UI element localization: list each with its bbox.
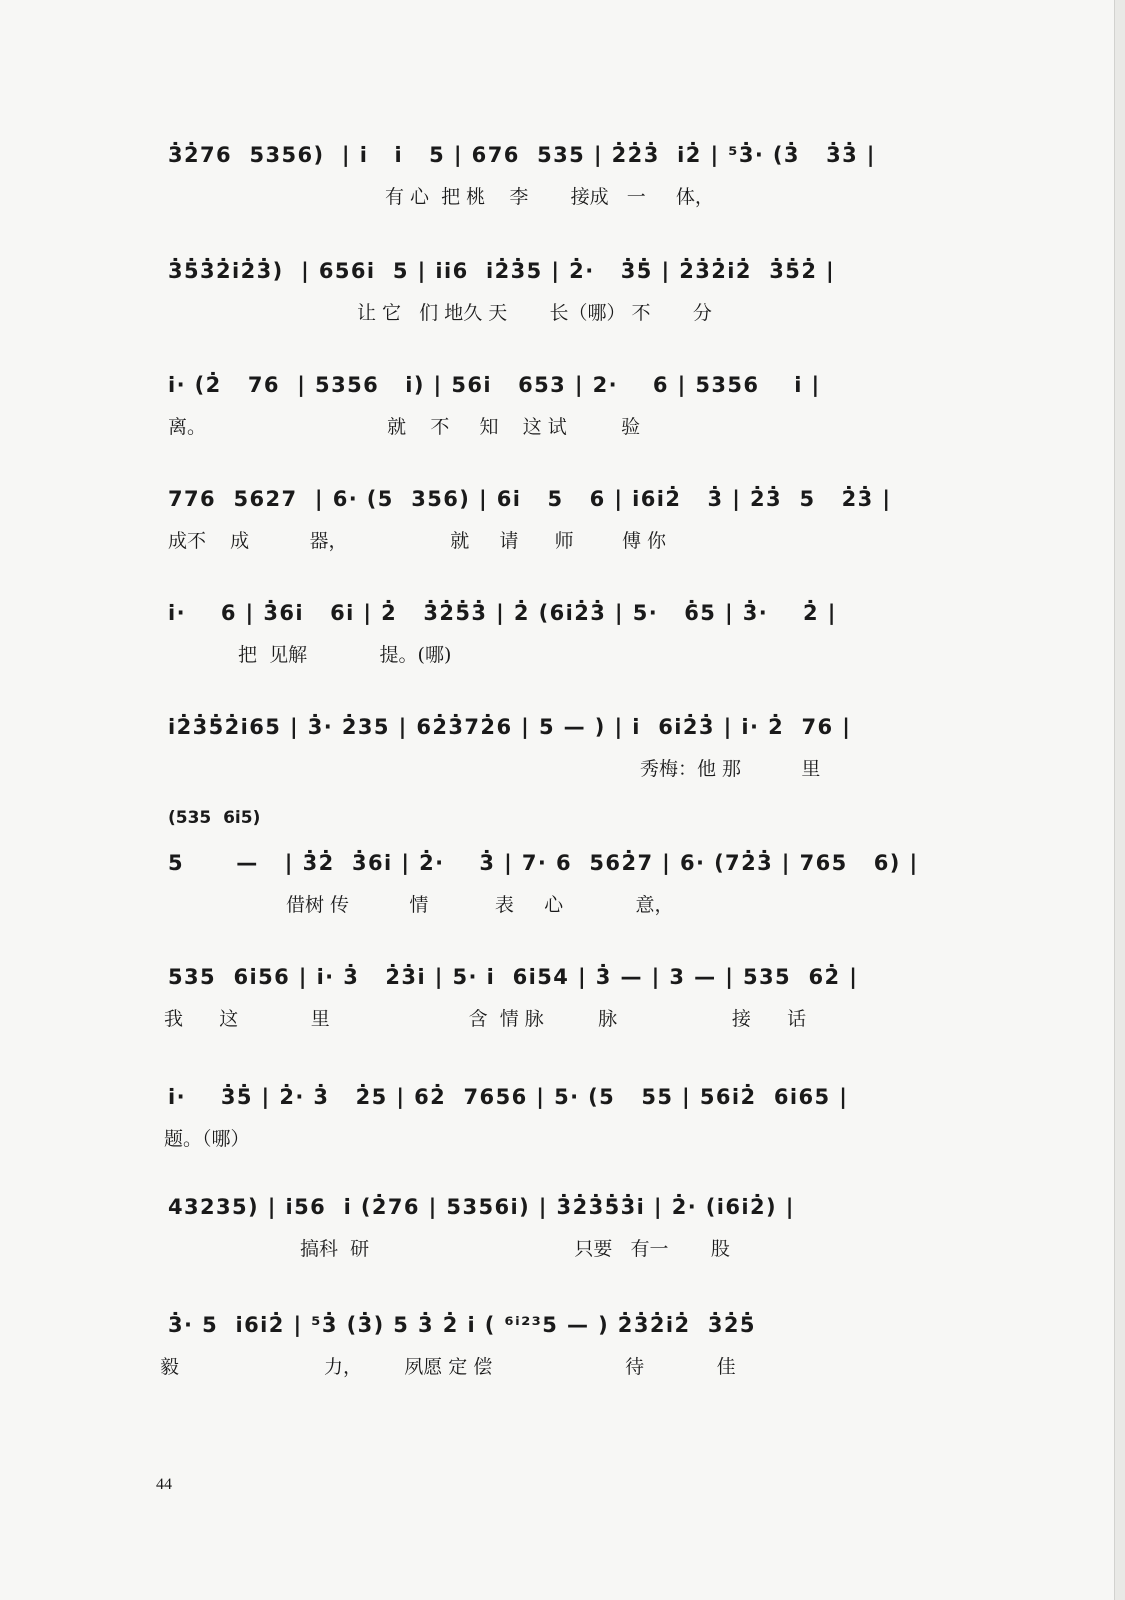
score-system-1	[0, 140, 1125, 240]
score-system-7	[0, 808, 1125, 916]
score-system-8	[0, 962, 1125, 1062]
score-system-3	[0, 370, 1125, 470]
notation-line: 5 — | 3̇2̇ 3̇6i̇ | 2̇· 3̇ | 7· 6 562̇7 | 6· (72̇3̇ | 765 6) |	[168, 851, 919, 875]
lyrics-line: 我 这 里 含 情 脉 脉 接 话	[164, 1008, 807, 1030]
lyrics-line: 把 见解 提。(哪)	[238, 644, 452, 666]
lyrics-line: 借树 传 情 表 心 意，	[286, 894, 674, 916]
notation-line: 776 5627 | 6· (5 356) | 6i̇ 5 6 | i̇6i̇2̇ 3̇ | 2̇3̇ 5 2̇3̇ |	[168, 487, 892, 511]
lyrics-line: 搞科 研 只要 有一 股	[300, 1238, 730, 1260]
lyrics-line: 毅 力， 夙愿 定 偿 待 佳	[160, 1356, 736, 1378]
score-system-4	[0, 484, 1125, 584]
grace-notes: (535 6i̇5)	[168, 808, 261, 828]
notation-line: i̇2̇3̇5̇2̇i̇65 | 3̇· 2̇35 | 62̇3̇72̇6 | 5 — ) | i̇ 6i̇2̇3̇ | i̇· 2̇ 76 |	[168, 715, 852, 739]
notation-line: 535 6i̇56 | i̇· 3̇ 2̇3̇i̇ | 5· i̇ 6i̇54 | 3̇ — | 3 — | 535 62̇ |	[168, 965, 859, 989]
notation-line: i̇· 6 | 3̇6i̇ 6i̇ | 2̇ 3̇2̇5̇3̇ | 2̇ (6i̇2̇3̇ | 5· 6̇5 | 3̇· 2̇ |	[168, 601, 837, 625]
lyrics-line: 让 它 们 地久 天 长（哪） 不 分	[357, 302, 712, 324]
lyrics-line: 题。（哪）	[164, 1128, 250, 1150]
page-number: 44	[156, 1476, 172, 1493]
notation-line: 3̇5̇3̇2̇i̇2̇3̇) | 656i̇ 5 | i̇i̇6 i̇2̇3̇5 | 2̇· 3̇5̇ | 2̇3̇2̇i̇2̇ 3̇5̇2̇ |	[168, 259, 836, 283]
score-system-9	[0, 1082, 1125, 1182]
lyrics-line: 秀梅：他 那 里	[640, 758, 821, 780]
score-system-2	[0, 256, 1125, 356]
notation-line: 3̇2̇76 5356) | i̇ i̇ 5 | 676 535 | 2̇2̇3̇ i̇2̇ | ⁵3̇· (3̇ 3̇3̇ |	[168, 143, 876, 167]
lyrics-line: 有 心 把 桃 李 接成 一 体，	[385, 186, 714, 208]
lyrics-line: 离。 就 不 知 这 试 验	[168, 416, 641, 438]
score-system-10	[0, 1192, 1125, 1292]
score-system-5	[0, 598, 1125, 698]
notation-line: 3̇· 5 i̇6i̇2̇ | ⁵3̇ (3̇) 5 3̇ 2̇ i̇ ( ⁶ⁱ²³5 — ) 2̇3̇2̇i̇2̇ 3̇2̇5̇	[168, 1313, 756, 1337]
notation-line: i̇· 3̇5̇ | 2̇· 3̇ 2̇5 | 62̇ 7656 | 5· (5 55 | 56i̇2̇ 6i̇65 |	[168, 1085, 849, 1109]
lyrics-line: 成不 成 器， 就 请 师 傅 你	[168, 530, 667, 552]
notation-line: i̇· (2̇ 76 | 5356 i̇) | 56i̇ 653 | 2· 6 | 5356 i̇ |	[168, 373, 821, 397]
score-system-11	[0, 1310, 1125, 1410]
notation-line: 43235) | i̇56 i̇ (2̇76 | 5356i̇) | 3̇2̇3̇5̇3̇i̇ | 2̇· (i̇6i̇2̇) |	[168, 1195, 795, 1219]
score-system-6	[0, 712, 1125, 812]
